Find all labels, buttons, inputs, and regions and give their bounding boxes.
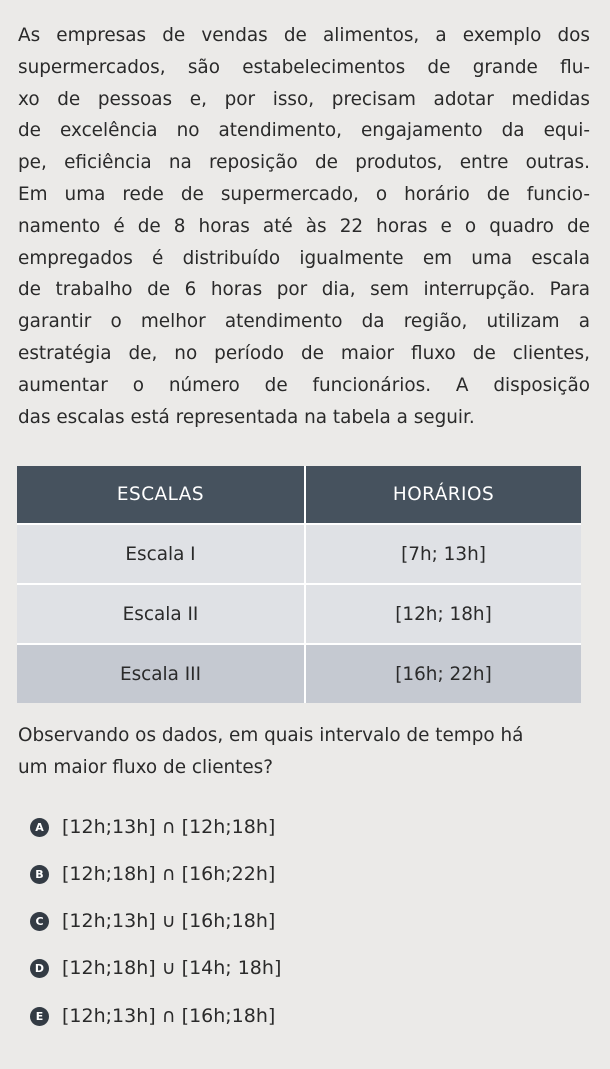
escala-cell: Escala I <box>17 524 305 584</box>
option-d[interactable] <box>30 953 281 983</box>
paragraph-line: das escalas está representada na tabela a seguir. <box>18 406 475 428</box>
paragraph-line: As empresas de vendas de alimentos, a exemplo dos <box>18 25 590 46</box>
table-header-row <box>17 466 581 524</box>
option-c[interactable] <box>30 906 275 936</box>
paragraph-line: de trabalho de 6 horas por dia, sem interrupção. Para <box>18 279 590 301</box>
paragraph-line: pe, eficiência na reposição de produtos, entre outras. <box>18 152 590 174</box>
option-letter-badge: B <box>30 865 49 884</box>
escala-cell: Escala III <box>17 644 305 703</box>
table-row <box>17 584 581 644</box>
paragraph-line: de excelência no atendimento, engajamento da equi- <box>18 120 590 142</box>
option-a[interactable] <box>30 812 275 842</box>
paragraph-line: supermercados, são estabelecimentos de grande flu- <box>18 56 590 78</box>
option-text: [12h;13h] ∩ [12h;18h] <box>62 816 276 838</box>
intro-paragraph <box>18 20 590 433</box>
option-letter-badge: D <box>30 959 49 978</box>
horario-cell: [16h; 22h] <box>305 644 581 703</box>
option-text: [12h;13h] ∪ [16h;18h] <box>62 910 276 932</box>
option-e[interactable] <box>30 1001 275 1031</box>
table-row <box>17 644 581 703</box>
option-letter-badge: E <box>30 1007 49 1026</box>
horario-cell: [12h; 18h] <box>305 584 581 644</box>
option-text: [12h;13h] ∩ [16h;18h] <box>62 1005 276 1027</box>
option-text: [12h;18h] ∪ [14h; 18h] <box>62 957 282 979</box>
question-text <box>18 720 598 784</box>
horario-cell: [7h; 13h] <box>305 524 581 584</box>
option-letter-badge: A <box>30 818 49 837</box>
question-line: um maior fluxo de clientes? <box>18 756 274 778</box>
paragraph-line: namento é de 8 horas até às 22 horas e o quadro de <box>18 215 590 237</box>
schedule-table <box>17 466 581 703</box>
paragraph-line: estratégia de, no período de maior fluxo de clientes, <box>18 342 590 364</box>
paragraph-line: empregados é distribuído igualmente em uma escala <box>18 247 590 269</box>
escala-cell: Escala II <box>17 584 305 644</box>
option-text: [12h;18h] ∩ [16h;22h] <box>62 863 276 885</box>
header-escalas: ESCALAS <box>17 466 305 524</box>
paragraph-line: xo de pessoas e, por isso, precisam adotar medidas <box>18 88 590 110</box>
paragraph-line: aumentar o número de funcionários. A disposição <box>18 374 590 396</box>
option-letter-badge: C <box>30 912 49 931</box>
option-b[interactable] <box>30 859 275 889</box>
question-line: Observando os dados, em quais intervalo de tempo há <box>18 725 524 746</box>
paragraph-line: garantir o melhor atendimento da região, utilizam a <box>18 311 590 333</box>
header-horarios: HORÁRIOS <box>305 466 581 524</box>
paragraph-line: Em uma rede de supermercado, o horário de funcio- <box>18 183 590 205</box>
table-row <box>17 524 581 584</box>
